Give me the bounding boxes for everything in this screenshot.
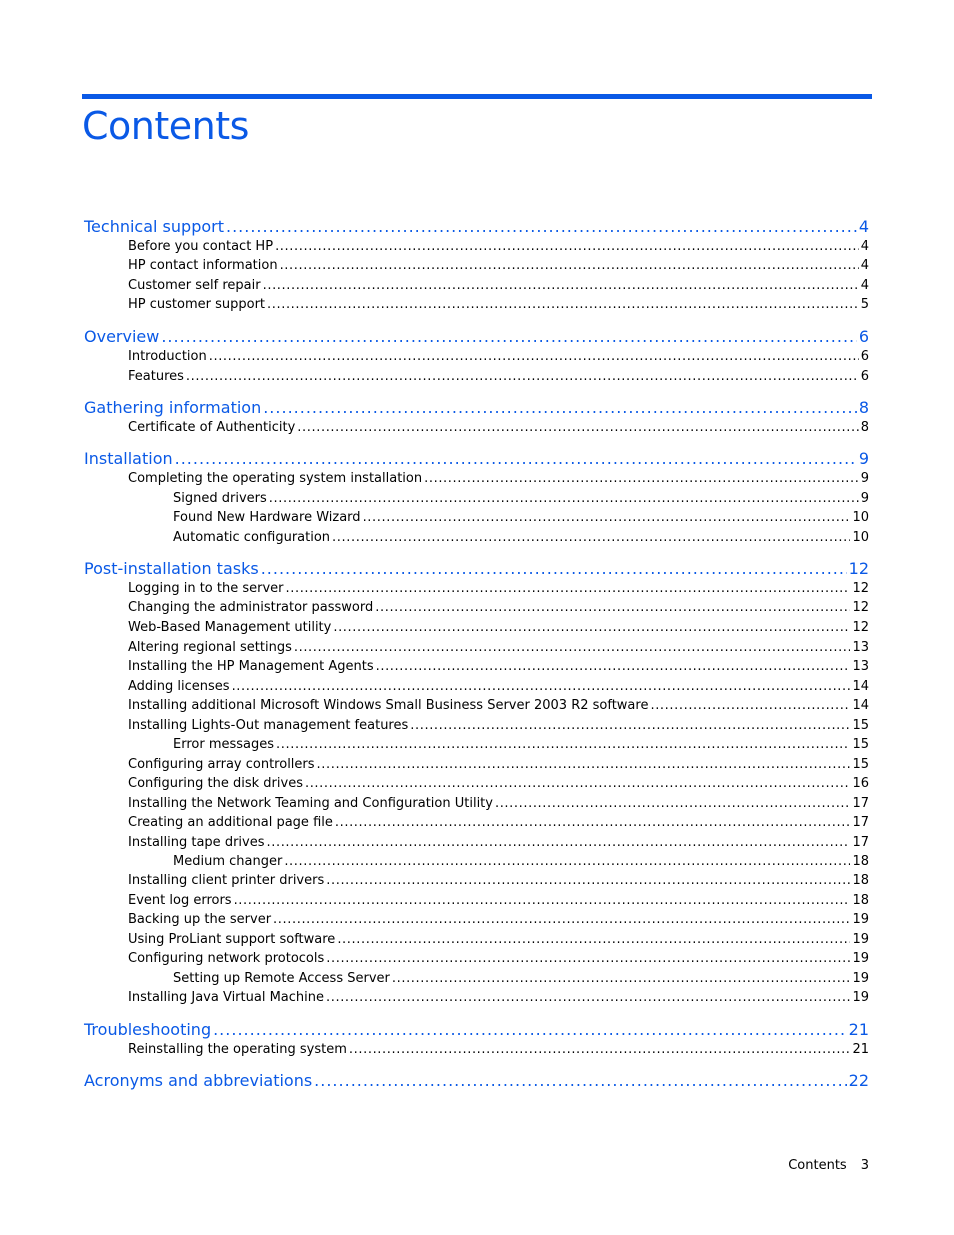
toc-page-number: 8 — [858, 398, 869, 417]
toc-entry-label: Features — [128, 369, 184, 384]
dot-leader — [333, 618, 850, 637]
dot-leader — [337, 930, 850, 949]
dot-leader — [234, 891, 851, 910]
toc-section-entry[interactable] — [173, 852, 869, 871]
dot-leader — [213, 1019, 847, 1041]
toc-page-number: 17 — [852, 835, 869, 850]
dot-leader — [232, 677, 851, 696]
toc-section-entry[interactable] — [128, 891, 869, 910]
toc-page-number: 14 — [852, 698, 869, 713]
toc-section-entry[interactable] — [128, 677, 869, 696]
toc-entry-label: Post-installation tasks — [84, 559, 259, 578]
toc-page-number: 21 — [852, 1042, 869, 1057]
toc-entry-label: Installing tape drives — [128, 835, 265, 850]
toc-page-number: 4 — [860, 278, 869, 293]
dot-leader — [226, 216, 857, 238]
toc-section-entry[interactable] — [128, 794, 869, 813]
toc-section-entry[interactable] — [128, 988, 869, 1007]
toc-entry-label: Event log errors — [128, 893, 232, 908]
dot-leader — [424, 469, 859, 488]
toc-chapter-entry[interactable] — [84, 1070, 869, 1092]
dot-leader — [317, 755, 851, 774]
toc-entry-label: HP contact information — [128, 258, 278, 273]
toc-section-entry[interactable] — [128, 910, 869, 929]
dot-leader — [286, 579, 851, 598]
toc-page-number: 4 — [858, 217, 869, 236]
toc-section-entry[interactable] — [173, 528, 869, 547]
toc-entry-label: Found New Hardware Wizard — [173, 510, 361, 525]
toc-page-number: 15 — [852, 718, 869, 733]
dot-leader — [263, 276, 859, 295]
dot-leader — [326, 871, 850, 890]
dot-leader — [376, 657, 851, 676]
footer-page-number: 3 — [860, 1158, 869, 1173]
toc-page-number: 19 — [852, 951, 869, 966]
toc-section-entry[interactable] — [128, 256, 869, 275]
toc-entry-label: Logging in to the server — [128, 581, 284, 596]
toc-entry-label: Installing the HP Management Agents — [128, 659, 374, 674]
toc-page-number: 10 — [852, 510, 869, 525]
toc-section-entry[interactable] — [128, 367, 869, 386]
dot-leader — [273, 910, 850, 929]
dot-leader — [335, 813, 851, 832]
dot-leader — [650, 696, 850, 715]
toc-page-number: 15 — [852, 757, 869, 772]
toc-page-number: 19 — [852, 971, 869, 986]
toc-section-entry[interactable] — [128, 237, 869, 256]
dot-leader — [410, 716, 850, 735]
toc-entry-label: Installing the Network Teaming and Configuration Utility — [128, 796, 493, 811]
toc-page-number: 15 — [852, 737, 869, 752]
toc-section-entry[interactable] — [173, 735, 869, 754]
dot-leader — [276, 735, 850, 754]
toc-entry-label: Backing up the server — [128, 912, 272, 927]
dot-leader — [267, 833, 851, 852]
toc-page-number: 6 — [860, 349, 869, 364]
toc-page-number: 17 — [852, 796, 869, 811]
dot-leader — [294, 638, 851, 657]
dot-leader — [326, 949, 850, 968]
toc-section-entry[interactable] — [128, 696, 869, 715]
toc-chapter-entry[interactable] — [84, 558, 869, 580]
toc-entry-label: HP customer support — [128, 297, 266, 312]
toc-chapter-entry[interactable] — [84, 1019, 869, 1041]
toc-page-number: 12 — [852, 620, 869, 635]
toc-page-number: 13 — [852, 659, 869, 674]
toc-entry-label: Overview — [84, 327, 160, 346]
toc-entry-label: Creating an additional page file — [128, 815, 333, 830]
toc-chapter-entry[interactable] — [84, 397, 869, 419]
toc-page-number: 12 — [848, 559, 869, 578]
toc-page-number: 13 — [852, 640, 869, 655]
toc-page-number: 12 — [852, 581, 869, 596]
toc-section-entry[interactable] — [128, 871, 869, 890]
toc-section-entry[interactable] — [128, 469, 869, 488]
dot-leader — [261, 558, 847, 580]
toc-entry-label: Changing the administrator password — [128, 600, 374, 615]
toc-section-entry[interactable] — [128, 949, 869, 968]
toc-entry-label: Adding licenses — [128, 679, 230, 694]
dot-leader — [326, 988, 850, 1007]
toc-entry-label: Medium changer — [173, 854, 283, 869]
toc-page-number: 18 — [852, 854, 869, 869]
dot-leader — [269, 489, 859, 508]
toc-entry-label: Installing additional Microsoft Windows Small Business Server 2003 R2 software — [128, 698, 649, 713]
dot-leader — [392, 969, 851, 988]
toc-page-number: 17 — [852, 815, 869, 830]
dot-leader — [267, 295, 859, 314]
toc-section-entry[interactable] — [128, 774, 869, 793]
page-title: Contents — [82, 104, 249, 148]
toc-entry-label: Introduction — [128, 349, 207, 364]
toc-section-entry[interactable] — [128, 833, 869, 852]
toc-section-entry[interactable] — [128, 716, 869, 735]
toc-entry-label: Configuring network protocols — [128, 951, 325, 966]
toc-page-number: 19 — [852, 932, 869, 947]
toc-entry-label: Installing Lights-Out management features — [128, 718, 409, 733]
toc-section-entry[interactable] — [128, 418, 869, 437]
toc-section-entry[interactable] — [173, 489, 869, 508]
toc-chapter-entry[interactable] — [84, 326, 869, 348]
dot-leader — [332, 528, 850, 547]
top-rule — [82, 94, 872, 99]
toc-section-entry[interactable] — [128, 276, 869, 295]
dot-leader — [284, 852, 850, 871]
dot-leader — [363, 508, 851, 527]
toc-entry-label: Web-Based Management utility — [128, 620, 332, 635]
dot-leader — [375, 598, 850, 617]
toc-page-number: 21 — [848, 1020, 869, 1039]
toc-section-entry[interactable] — [128, 579, 869, 598]
toc-page-number: 16 — [852, 776, 869, 791]
toc-page-number: 19 — [852, 990, 869, 1005]
toc-section-entry[interactable] — [128, 1040, 869, 1059]
toc-entry-label: Certificate of Authenticity — [128, 420, 296, 435]
toc-page-number: 8 — [860, 420, 869, 435]
dot-leader — [314, 1070, 846, 1092]
toc-entry-label: Gathering information — [84, 398, 262, 417]
dot-leader — [280, 256, 859, 275]
toc-entry-label: Signed drivers — [173, 491, 267, 506]
dot-leader — [161, 326, 856, 348]
dot-leader — [297, 418, 858, 437]
toc-entry-label: Installing Java Virtual Machine — [128, 990, 324, 1005]
toc-page-number: 6 — [860, 369, 869, 384]
dot-leader — [349, 1040, 851, 1059]
toc-page-number: 10 — [852, 530, 869, 545]
toc-chapter-entry[interactable] — [84, 448, 869, 470]
toc-entry-label: Using ProLiant support software — [128, 932, 336, 947]
toc-page-number: 22 — [848, 1071, 869, 1090]
toc-entry-label: Before you contact HP — [128, 239, 274, 254]
toc-entry-label: Customer self repair — [128, 278, 261, 293]
toc-entry-label: Altering regional settings — [128, 640, 292, 655]
toc-section-entry[interactable] — [128, 295, 869, 314]
toc-entry-label: Automatic configuration — [173, 530, 331, 545]
toc-section-entry[interactable] — [128, 618, 869, 637]
toc-section-entry[interactable] — [128, 930, 869, 949]
dot-leader — [305, 774, 850, 793]
toc-page-number: 19 — [852, 912, 869, 927]
toc-section-entry[interactable] — [128, 347, 869, 366]
footer-label: Contents — [788, 1158, 847, 1173]
toc-entry-label: Configuring the disk drives — [128, 776, 303, 791]
toc-section-entry[interactable] — [128, 657, 869, 676]
toc-section-entry[interactable] — [173, 508, 869, 527]
dot-leader — [263, 397, 857, 419]
toc-page-number: 18 — [852, 893, 869, 908]
toc-section-entry[interactable] — [173, 969, 869, 988]
dot-leader — [209, 347, 859, 366]
dot-leader — [186, 367, 859, 386]
toc-entry-label: Reinstalling the operating system — [128, 1042, 347, 1057]
toc-page-number: 12 — [852, 600, 869, 615]
toc-page-number: 9 — [858, 449, 869, 468]
page-footer — [788, 1158, 869, 1173]
toc-entry-label: Error messages — [173, 737, 275, 752]
toc-page-number: 5 — [860, 297, 869, 312]
dot-leader — [495, 794, 850, 813]
toc-entry-label: Completing the operating system installation — [128, 471, 423, 486]
dot-leader — [275, 237, 859, 256]
toc-page-number: 9 — [860, 471, 869, 486]
toc-section-entry[interactable] — [128, 755, 869, 774]
dot-leader — [175, 448, 857, 470]
toc-entry-label: Troubleshooting — [84, 1020, 212, 1039]
toc-page-number: 9 — [860, 491, 869, 506]
toc-page-number: 4 — [860, 239, 869, 254]
toc-entry-label: Configuring array controllers — [128, 757, 315, 772]
toc-entry-label: Technical support — [84, 217, 224, 236]
toc-entry-label: Installation — [84, 449, 173, 468]
toc-entry-label: Acronyms and abbreviations — [84, 1071, 313, 1090]
toc-section-entry[interactable] — [128, 638, 869, 657]
toc-entry-label: Setting up Remote Access Server — [173, 971, 390, 986]
toc-entry-label: Installing client printer drivers — [128, 873, 325, 888]
toc-section-entry[interactable] — [128, 598, 869, 617]
toc-page-number: 4 — [860, 258, 869, 273]
toc-chapter-entry[interactable] — [84, 216, 869, 238]
toc-page-number: 14 — [852, 679, 869, 694]
toc-section-entry[interactable] — [128, 813, 869, 832]
toc-page-number: 6 — [858, 327, 869, 346]
toc-page-number: 18 — [852, 873, 869, 888]
